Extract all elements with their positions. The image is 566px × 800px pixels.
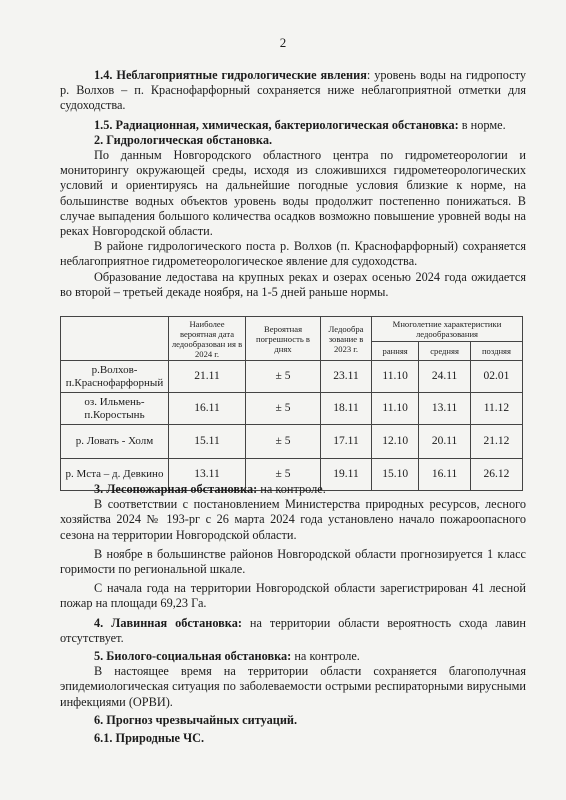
cell-2023: 19.11 [321, 459, 372, 491]
cell-error: ± 5 [246, 361, 321, 393]
section-3-heading: 3. Лесопожарная обстановка: [94, 482, 258, 496]
cell-late: 11.12 [470, 393, 522, 425]
section-3-paragraph-3: С начала года на территории Новгородской области зарегистрирован 41 лесной пожар на площади 69,23 Га. [60, 581, 526, 611]
cell-2023: 18.11 [321, 393, 372, 425]
col-multiyear: Многолетние характеристики ледообразования [372, 317, 523, 342]
section-3-paragraph-2: В ноябре в большинстве районов Новгородской области прогнозируется 1 класс горимости по региональной шкале. [60, 546, 526, 577]
table-row [61, 393, 523, 425]
section-4-heading: 4. Лавинная обстановка: [94, 615, 242, 630]
col-mid: средняя [419, 342, 471, 361]
col-early: ранняя [372, 342, 419, 361]
cell-error: ± 5 [246, 393, 321, 425]
section-1-4-text: : уровень воды на гидропосту р. Волхов – п. Краснофарфорный сохраняется ниже неблагоприятной отметки для судоходства. [60, 68, 526, 113]
cell-late: 02.01 [470, 361, 522, 393]
row-name: р.Волхов-п.Краснофарфорный [61, 361, 169, 393]
ice-formation-table [60, 316, 523, 491]
section-5 [60, 649, 526, 664]
cell-2023: 23.11 [321, 361, 372, 393]
cell-likely: 13.11 [169, 459, 246, 491]
section-3-paragraph-1: В соответствии с постановлением Министерства природных ресурсов, лесного хозяйства 2024 № 193-рг с 26 марта 2024 года установлено начало пожароопасного сезона на территории Новгородской области. [60, 497, 526, 542]
section-1-5 [60, 118, 526, 133]
cell-2023: 17.11 [321, 425, 372, 459]
section-5-paragraph-1: В настоящее время на территории области сохраняется благополучная эпидемиологическая ситуация по заболеваемости острыми респираторными вирусными инфекциями (ОРВИ). [60, 664, 526, 709]
row-name: р. Ловать - Холм [61, 425, 169, 459]
cell-error: ± 5 [246, 459, 321, 491]
section-2-heading: 2. Гидрологическая обстановка. [94, 132, 273, 147]
section-4 [60, 616, 526, 646]
cell-early: 15.10 [372, 459, 419, 491]
ice-formation-table-wrap [58, 314, 526, 491]
section-5-status: на контроле. [291, 649, 360, 664]
section-2-paragraph-2: В районе гидрологического поста р. Волхов (п. Краснофарфорный) сохраняется неблагоприятное гидрометеорологическое явление для судоходства. [60, 239, 526, 269]
col-late: поздняя [470, 342, 522, 361]
section-1-5-heading: 1.5. Радиационная, химическая, бактериологическая обстановка: [94, 117, 459, 132]
section-2-paragraph-1: По данным Новгородского областного центра по гидрометеорологии и мониторингу окружающей среды, исходя из сложившихся гидрометеорологических условий и ориентируясь на дальнейшие погодные условия близкие к норме, на большинстве водных объектов уровень воды продолжит постепенно понижаться. В случае выпадения большого количества осадков возможно повышение уровней воды на реках Новгородской области. [60, 148, 526, 239]
col-2023: Ледообра зование в 2023 г. [321, 317, 372, 361]
cell-mid: 16.11 [419, 459, 471, 491]
section-5-heading: 5. Биолого-социальная обстановка: [94, 649, 292, 664]
section-top [60, 68, 526, 300]
col-likely-date: Наиболее вероятная дата ледообразован ия в 2024 г. [169, 317, 246, 361]
cell-early: 11.10 [372, 361, 419, 393]
section-1-4 [60, 68, 526, 114]
cell-likely: 15.11 [169, 425, 246, 459]
section-bottom [60, 482, 526, 746]
section-2-paragraph-3: Образование ледостава на крупных реках и озерах осенью 2024 года ожидается во второй – третьей декаде ноября, на 1-5 дней раньше нормы. [60, 269, 526, 299]
section-6-1-heading: 6.1. Природные ЧС. [94, 731, 205, 746]
cell-early: 11.10 [372, 393, 419, 425]
section-3 [60, 482, 526, 497]
col-error: Вероятная погрешность в днях [246, 317, 321, 361]
row-name: оз. Ильмень-п.Коростынь [61, 393, 169, 425]
cell-late: 26.12 [470, 459, 522, 491]
cell-early: 12.10 [372, 425, 419, 459]
page-number: 2 [279, 35, 287, 50]
table-corner [61, 317, 169, 361]
cell-late: 21.12 [470, 425, 522, 459]
cell-mid: 24.11 [419, 361, 471, 393]
section-1-4-heading: 1.4. Неблагоприятные гидрологические явления [94, 68, 367, 82]
section-1-5-text: в норме. [458, 117, 506, 132]
cell-mid: 20.11 [419, 425, 471, 459]
table-row [61, 425, 523, 459]
cell-likely: 21.11 [169, 361, 246, 393]
cell-mid: 13.11 [419, 393, 471, 425]
section-6-heading: 6. Прогноз чрезвычайных ситуаций. [94, 712, 298, 727]
section-3-status: на контроле. [257, 482, 326, 496]
table-row [61, 361, 523, 393]
cell-likely: 16.11 [169, 393, 246, 425]
row-name: р. Мста – д. Девкино [61, 459, 169, 491]
cell-error: ± 5 [246, 425, 321, 459]
section-4-text: на территории области вероятность схода лавин отсутствует. [60, 615, 527, 645]
